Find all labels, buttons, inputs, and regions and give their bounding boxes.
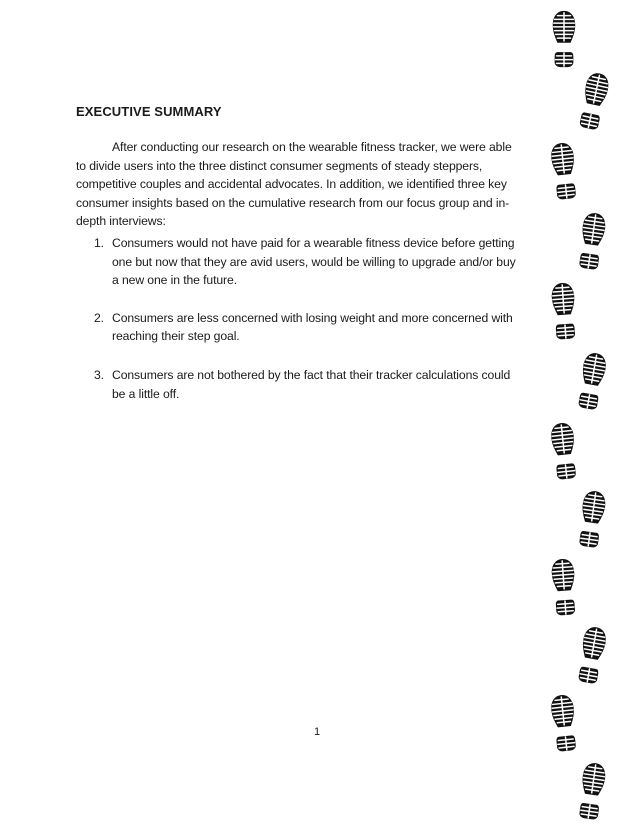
list-number: 3. — [94, 367, 104, 382]
page-number: 1 — [314, 726, 321, 738]
section-heading: EXECUTIVE SUMMARY — [76, 104, 222, 119]
list-item-line: a new one in the future. — [112, 273, 237, 288]
intro-paragraph — [76, 138, 536, 231]
list-item — [76, 366, 546, 403]
list-item-line: Consumers are less concerned with losing weight and more concerned with — [112, 310, 513, 325]
list-item-line: Consumers are not bothered by the fact that their tracker calculations could — [112, 367, 511, 382]
list-item — [76, 234, 546, 290]
list-number: 1. — [94, 236, 104, 250]
footprint-icon — [549, 557, 579, 617]
footprint-icon — [548, 141, 580, 201]
footprint-icon — [548, 421, 580, 481]
footprint-icon — [575, 210, 609, 271]
intro-line: competitive couples and accidental advocates. In addition, we identified three key — [76, 177, 507, 192]
list-item-line: Consumers would not have paid for a wearable fitness device before getting — [112, 236, 515, 250]
footprint-icon — [551, 10, 577, 68]
footprint-icon — [548, 693, 580, 753]
intro-line: After conducting our research on the wearable fitness tracker, we were able — [112, 140, 512, 154]
intro-line: depth interviews: — [76, 214, 166, 229]
list-item-line: one but now that they are avid users, would be willing to upgrade and/or buy — [112, 254, 516, 269]
list-item — [76, 309, 546, 346]
list-item-line: reaching their step goal. — [112, 329, 240, 344]
list-item-line: be a little off. — [112, 386, 180, 401]
footprint-icon — [574, 624, 610, 686]
footprint-icon — [575, 760, 609, 821]
insights-list — [76, 234, 546, 403]
footprint-icon — [549, 281, 579, 341]
intro-line: consumer insights based on the cumulative research from our focus group and in- — [76, 195, 510, 210]
footprint-icon — [575, 488, 609, 549]
intro-line: to divide users into the three distinct consumer segments of steady steppers, — [76, 158, 483, 173]
footprint-icon — [575, 70, 612, 132]
footprint-icon — [574, 350, 610, 412]
footprint-border — [545, 0, 638, 826]
list-number: 2. — [94, 310, 104, 325]
